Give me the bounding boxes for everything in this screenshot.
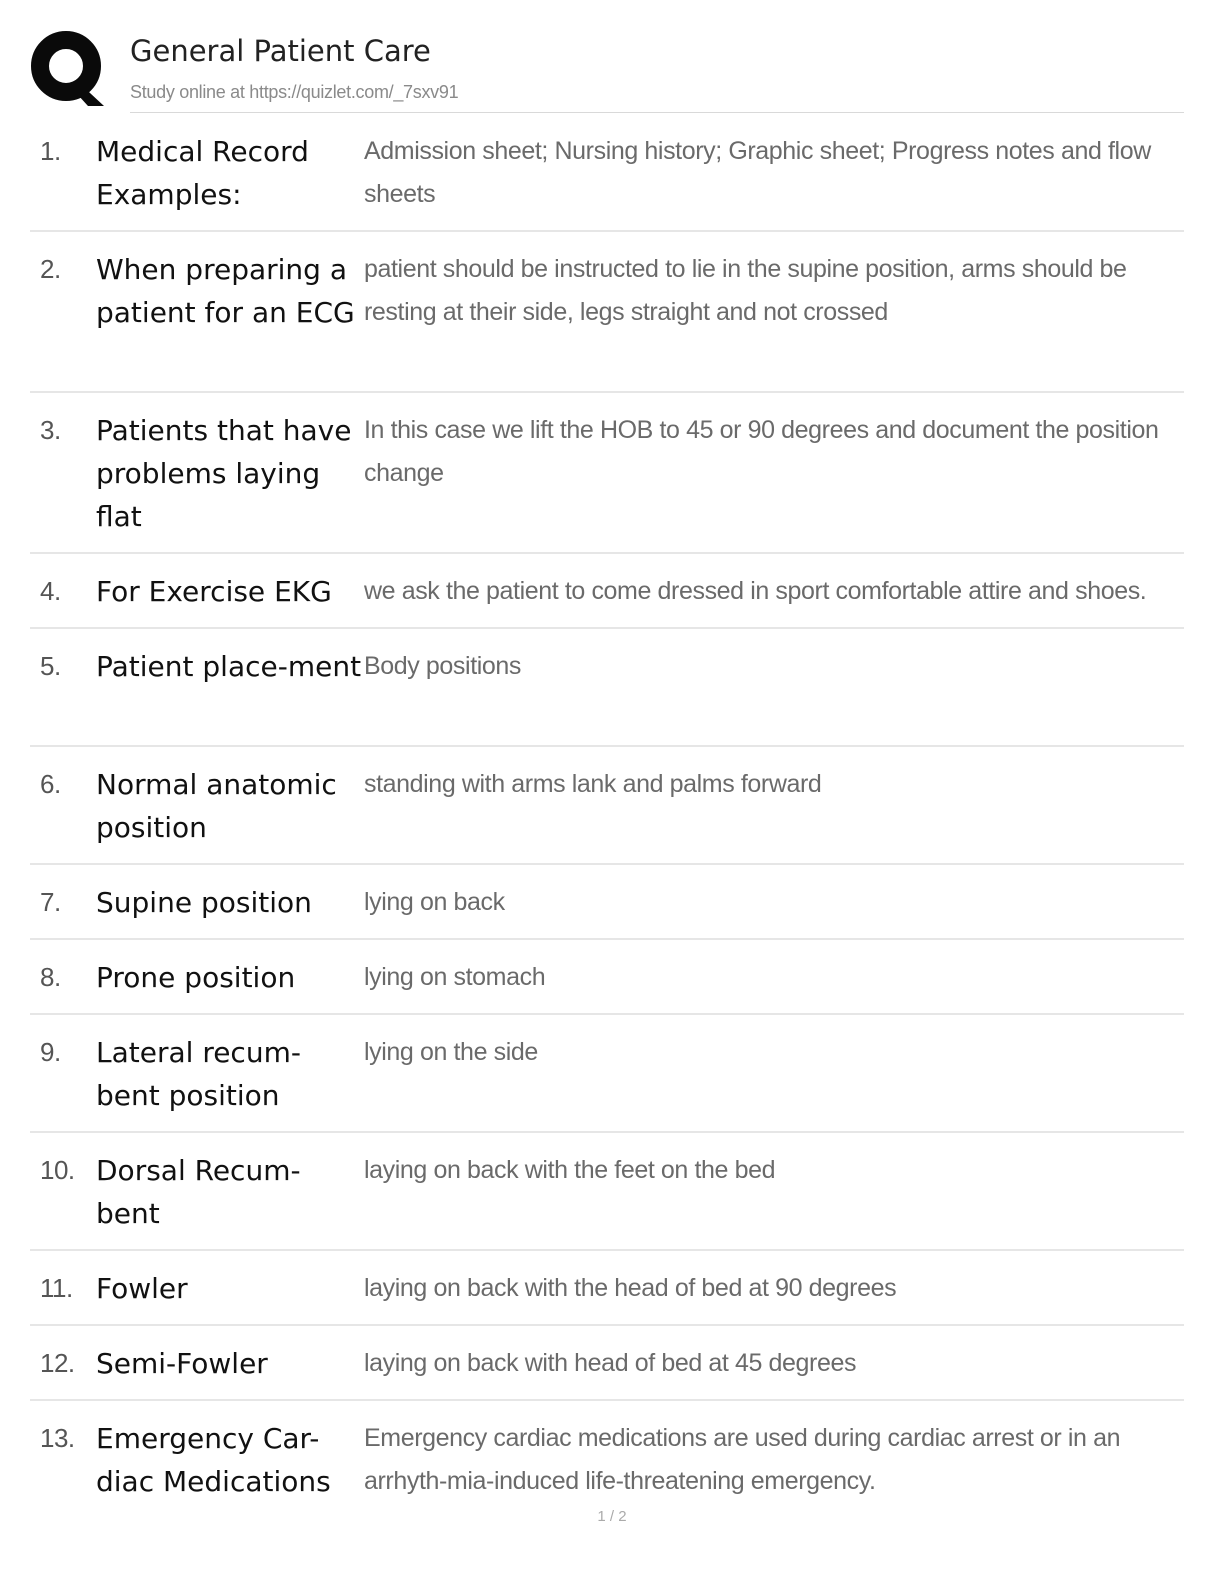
term-definition: Body positions bbox=[364, 652, 521, 680]
term-number: 8. bbox=[40, 962, 61, 992]
term-row bbox=[30, 940, 1184, 1015]
term-label: Semi-Fowler bbox=[96, 1347, 268, 1380]
term-row bbox=[30, 865, 1184, 940]
term-number: 5. bbox=[40, 651, 61, 681]
term-row bbox=[30, 1326, 1184, 1401]
term-label: Patient place-ment bbox=[96, 650, 362, 683]
term-definition: we ask the patient to come dressed in sport comfortable attire and shoes. bbox=[364, 577, 1147, 605]
term-list bbox=[30, 114, 1184, 1513]
term-definition: laying on back with head of bed at 45 degrees bbox=[364, 1349, 857, 1377]
term-number: 3. bbox=[40, 415, 61, 445]
term-number: 12. bbox=[40, 1348, 75, 1378]
term-definition: lying on back bbox=[364, 888, 505, 916]
term-definition: lying on stomach bbox=[364, 963, 546, 991]
term-row bbox=[30, 1251, 1184, 1326]
term-label: For Exercise EKG bbox=[96, 575, 332, 608]
term-label: Patients that have problems laying flat bbox=[96, 414, 352, 533]
term-row bbox=[30, 1401, 1184, 1513]
term-label: Fowler bbox=[96, 1272, 188, 1305]
quizlet-logo-icon bbox=[30, 30, 108, 108]
term-number: 7. bbox=[40, 887, 61, 917]
document-subtitle: Study online at https://quizlet.com/_7sxv91 bbox=[130, 82, 459, 102]
term-number: 1. bbox=[40, 136, 61, 166]
term-label: Emergency Car-diac Medications bbox=[96, 1422, 331, 1498]
page-number: 1 / 2 bbox=[597, 1508, 627, 1525]
term-label: Supine position bbox=[96, 886, 312, 919]
term-definition: standing with arms lank and palms forward bbox=[364, 770, 822, 798]
term-number: 4. bbox=[40, 576, 61, 606]
term-label: Lateral recum-bent position bbox=[96, 1036, 301, 1112]
term-row bbox=[30, 629, 1184, 747]
term-number: 6. bbox=[40, 769, 61, 799]
term-definition: lying on the side bbox=[364, 1038, 538, 1066]
term-row bbox=[30, 554, 1184, 629]
term-number: 2. bbox=[40, 254, 61, 284]
term-row bbox=[30, 1015, 1184, 1133]
term-number: 11. bbox=[40, 1273, 73, 1303]
term-number: 13. bbox=[40, 1423, 75, 1453]
term-number: 10. bbox=[40, 1155, 75, 1185]
term-row bbox=[30, 747, 1184, 865]
term-row bbox=[30, 393, 1184, 554]
term-row bbox=[30, 114, 1184, 232]
term-row bbox=[30, 1133, 1184, 1251]
term-definition: patient should be instructed to lie in the supine position, arms should be resting at their side, legs straight and not crossed bbox=[364, 255, 1127, 326]
term-label: Medical Record Examples: bbox=[96, 135, 309, 211]
header-divider bbox=[130, 112, 1184, 113]
document-header bbox=[30, 28, 1184, 112]
term-definition: Admission sheet; Nursing history; Graphic sheet; Progress notes and flow sheets bbox=[364, 137, 1151, 208]
term-definition: In this case we lift the HOB to 45 or 90 degrees and document the position change bbox=[364, 416, 1159, 487]
term-definition: laying on back with the head of bed at 90 degrees bbox=[364, 1274, 897, 1302]
term-label: When preparing a patient for an ECG bbox=[96, 253, 355, 329]
document-title: General Patient Care bbox=[130, 34, 431, 68]
term-label: Dorsal Recum-bent bbox=[96, 1154, 301, 1230]
term-definition: Emergency cardiac medications are used during cardiac arrest or in an arrhyth-mia-induced life-threatening emergency. bbox=[364, 1424, 1121, 1495]
term-number: 9. bbox=[40, 1037, 61, 1067]
term-label: Normal anatomic position bbox=[96, 768, 337, 844]
term-definition: laying on back with the feet on the bed bbox=[364, 1156, 776, 1184]
term-label: Prone position bbox=[96, 961, 296, 994]
term-row bbox=[30, 232, 1184, 393]
